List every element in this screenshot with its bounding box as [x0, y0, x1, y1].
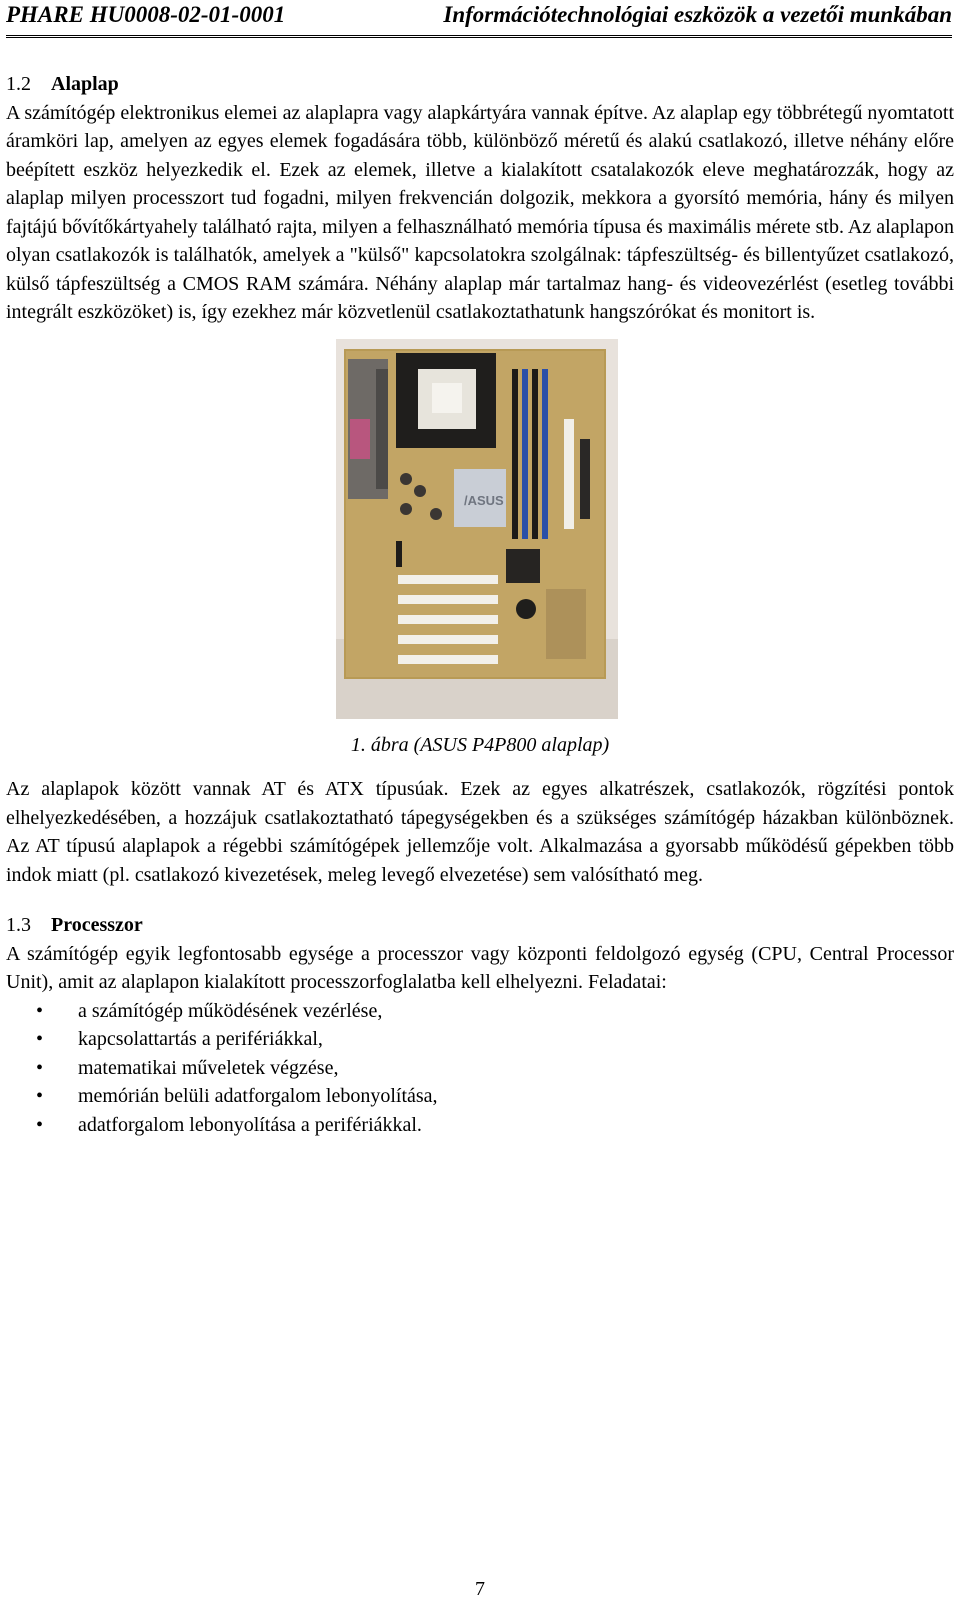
section-number: 1.2 — [6, 73, 31, 95]
section-heading-processzor — [6, 911, 954, 940]
list-item — [6, 1082, 954, 1111]
list-item-text: memórián belüli adatforgalom lebonyolítása, — [78, 1085, 438, 1107]
list-item-text: a számítógép működésének vezérlése, — [78, 999, 383, 1022]
header-rule — [6, 35, 952, 38]
bullet-icon: • — [36, 1028, 44, 1050]
bullet-icon: • — [36, 1085, 44, 1107]
figure-motherboard-photo — [336, 339, 618, 719]
list-item — [6, 997, 954, 1026]
bullet-icon: • — [36, 1113, 44, 1136]
paragraph-alaplap-intro: A számítógép elektronikus elemei az alaplapra vagy alapkártyára vannak építve. Az alaplap egy többrétegű nyomtatott áramköri lap, amelyen az egyes elemek fogadására több, különböző méretű és alakú csatlakozó, illetve néhány előre beépített eszköz helyezkedik el. Ezek az elemek, illetve a kialakított csatalakozók eleve meghatározzák, hogy az alaplap milyen processzort tud fogadni, milyen frekvencián dolgozik, mekkora a gyorsító memória, hány és milyen fajtájú bővítőkártyahely található rajta, milyen a felhasználható memória típusa és maximális mérete stb. Az alaplapon olyan csatlakozók is találhatók, amelyek a "külső" kapcsolatokra szolgálnak: tápfeszültség- és billentyűzet csatlakozó, külső tápfeszültség a CMOS RAM számára. Néhány alaplap már tartalmaz hang- és videovezérlést (esetleg további integrált eszközöket) is, így ezekhez már közvetlenül csatlakoztathatunk hangszórókat és monitort is. — [6, 101, 954, 323]
page-content — [6, 70, 954, 1139]
bullet-icon: • — [36, 1056, 44, 1079]
header-document-title: Információtechnológiai eszközök a vezetői munkában — [443, 2, 952, 27]
bullet-icon: • — [36, 999, 44, 1022]
list-item — [6, 1111, 954, 1140]
section-heading-alaplap — [6, 70, 954, 99]
board-brand-label: /ASUS — [464, 492, 504, 508]
section-number: 1.3 — [6, 914, 31, 936]
paragraph-processzor-intro: A számítógép egyik legfontosabb egysége a processzor vagy központi feldolgozó egység (CPU, Central Processor Unit), amit az alaplapon kialakított processzorfoglalatba kell elhelyezni. Feladatai: — [6, 942, 954, 993]
page-number: 7 — [475, 1578, 485, 1600]
section-title: Alaplap — [51, 73, 119, 95]
list-item-text: adatforgalom lebonyolítása a perifériákkal. — [78, 1113, 422, 1136]
list-item-text: kapcsolattartás a perifériákkal, — [78, 1028, 323, 1050]
paragraph-alaplap-types: Az alaplapok között vannak AT és ATX típusúak. Ezek az egyes alkatrészek, csatlakozók, rögzítési pontok elhelyezkedésében, a hozzájuk csatlakoztatható tápegységekben és a szükséges számítógép házakban különböznek. Az AT típusú alaplapok a régebbi számítógépek jellemzője volt. Alkalmazása a gyorsabb működésű gépekben több indok miatt (pl. csatlakozó kivezetések, meleg levegő elvezetése) sem valósítható meg. — [6, 778, 954, 886]
page-header — [6, 0, 952, 40]
figure-caption: 1. ábra (ASUS P4P800 alaplap) — [350, 733, 610, 756]
header-document-code: PHARE HU0008-02-01-0001 — [6, 2, 286, 27]
section-title: Processzor — [51, 914, 143, 936]
list-item — [6, 1025, 954, 1054]
motherboard-photo — [336, 339, 618, 719]
list-item — [6, 1054, 954, 1083]
processzor-tasks-list — [6, 997, 954, 1140]
list-item-text: matematikai műveletek végzése, — [78, 1056, 339, 1079]
